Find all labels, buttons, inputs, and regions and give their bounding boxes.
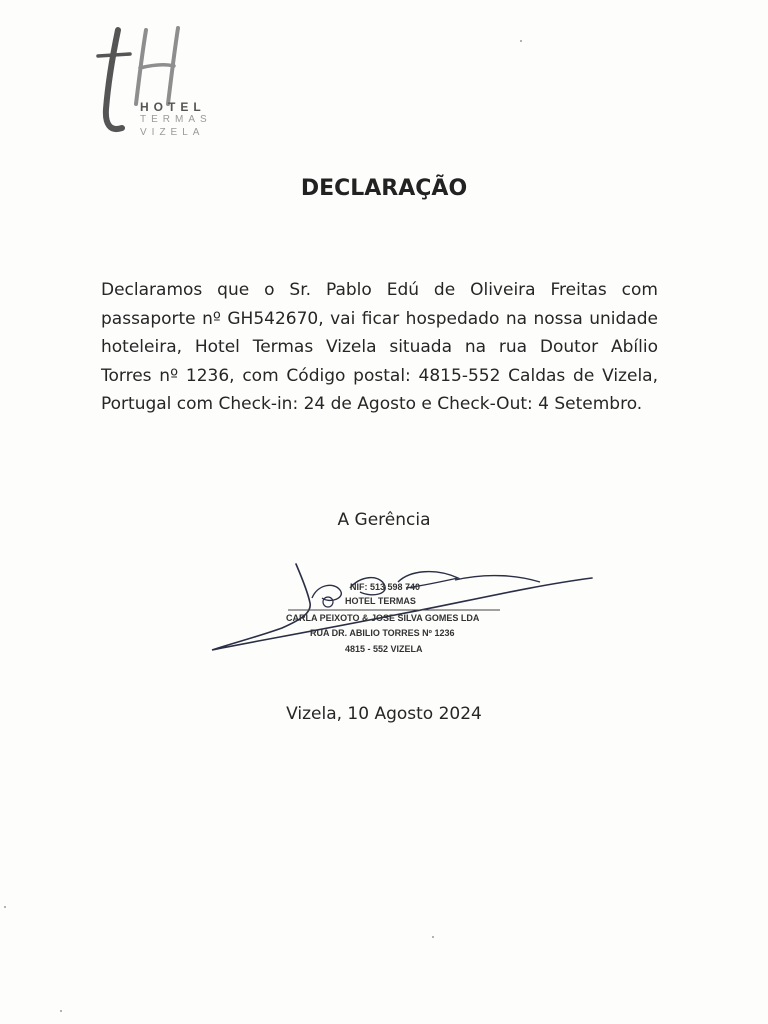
stamp-address: RUA DR. ABILIO TORRES Nº 1236: [310, 628, 455, 638]
logo-line-hotel: HOTEL: [140, 100, 206, 114]
logo-line-vizela: VIZELA: [140, 127, 205, 138]
paragraph-line: hoteleira, Hotel Termas Vizela situada na rua Doutor Abílio: [101, 337, 658, 357]
paragraph-line: passaporte nº GH542670, vai ficar hospedado na nossa unidade: [101, 308, 658, 329]
paragraph-line: Declaramos que o Sr. Pablo Edú de Oliveira Freitas com: [101, 280, 658, 300]
stamp-nif: NIF: 513 598 740: [350, 582, 421, 592]
place-and-date: Vizela, 10 Agosto 2024: [286, 704, 482, 724]
paragraph-line: Torres nº 1236, com Código postal: 4815-552 Caldas de Vizela,: [101, 365, 658, 386]
scan-speck: [60, 1010, 62, 1012]
document-title: DECLARAÇÃO: [300, 176, 468, 201]
stamp-and-signature: [200, 558, 620, 668]
paragraph-line: Portugal com Check-in: 24 de Agosto e Check-Out: 4 Setembro.: [101, 394, 643, 414]
hotel-logo: [96, 24, 236, 142]
stamp-postal: 4815 - 552 VIZELA: [345, 644, 423, 654]
management-label: A Gerência: [337, 510, 431, 530]
scan-speck: [4, 906, 6, 908]
scan-speck: [520, 40, 522, 42]
declaration-paragraph: [101, 276, 658, 419]
stamp-hotel: HOTEL TERMAS: [345, 596, 416, 606]
logo-line-termas: TERMAS: [140, 114, 212, 125]
scan-speck: [432, 936, 434, 938]
stamp-company: CARLA PEIXOTO & JOSE SILVA GOMES LDA: [286, 613, 480, 623]
